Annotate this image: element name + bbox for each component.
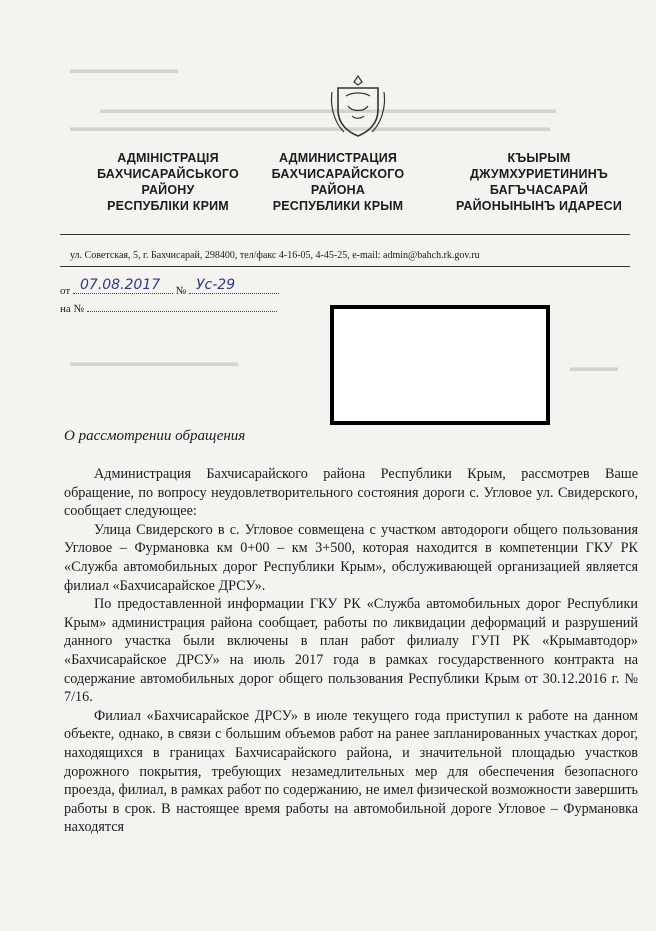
header-russian: АДМИНИСТРАЦИЯ БАХЧИСАРАЙСКОГО РАЙОНА РЕСПУБЛИКИ КРЫМ [271,151,405,213]
from-label: от [60,285,71,297]
body-paragraph: Улица Свидерского в с. Угловое совмещена с участком автодороги общего пользования Угловое – Фурмановка км 0+00 – км 3+500, которая находится в компетенции ГКУ РК «Служба автомобильных дорог Республики Крым», обслуживающей организацией является филиал «Бахчисарайское ДРСУ». [64,521,638,594]
coat-of-arms-emblem [328,72,388,142]
bleed-through: ▬▬▬▬▬▬▬▬▬▬▬▬▬▬ [70,355,238,369]
letter-subject: О рассмотрении обращения [64,428,246,444]
address-line: ул. Советская, 5, г. Бахчисарай, 298400, тел/факс 4-16-05, 4-45-25, e-mail: admin@bahch.rk.gov.ru [70,250,480,261]
bleed-through: ▬▬▬▬▬▬▬▬▬▬▬▬▬▬▬▬▬▬▬▬▬▬▬▬▬▬▬▬▬▬▬▬▬▬▬▬▬▬ [100,102,556,116]
number-label: № [175,285,187,297]
header-crimean-tatar: КЪЫРЫМ ДЖУМХУРИЕТИНИНЪ БАГЪЧАСАРАЙ РАЙОНЫНЫНЪ ИДАРЕСИ [455,151,623,213]
redacted-recipient-box [330,305,550,425]
body-paragraph: По предоставленной информации ГКУ РК «Служба автомобильных дорог Республики Крым» администрация района сообщает, работы по ликвидации деформаций и разрушений данного участка были включены в план работ филиалу ГУП РК «Крымавтодор» «Бахчисарайское ДРСУ» на июль 2017 года в рамках государственного контракта на содержание автомобильных дорог общего пользования Республики Крым от 30.12.2016 г. № 7/16. [64,596,638,706]
bleed-through: ▬▬▬▬▬▬▬▬▬ [70,62,178,76]
handwritten-date: 07.08.2017 [80,277,161,293]
body-paragraph: Администрация Бахчисарайского района Республики Крым, рассмотрев Ваше обращение, по вопросу неудовлетворительного состояния дороги с. Угловое ул. Свидерского, сообщает следующее: [64,466,638,520]
number-line [189,293,279,294]
handwritten-number: Ус-29 [196,277,236,293]
incoming-number-line [87,311,277,312]
date-line [73,293,173,294]
header-ukrainian: АДМІНІСТРАЦІЯ БАХЧИСАРАЙСЬКОГО РАЙОНУ РЕСПУБЛІКИ КРИМ [97,151,239,213]
body-paragraph: Филиал «Бахчисарайское ДРСУ» в июле текущего года приступил к работе на данном объекте, однако, в связи с большим объемов работ на ранее запланированных участках дорог, находящихся в границах Бахчисарайского района, и значительной площадью участков дорожного покрытия, требующих незамедлительных мер для обеспечения безопасного проезда, филиал, в рамках работ по содержанию, не имел физической возможности завершить работы в срок. В настоящее время работы на автомобильной дороге Угловое – Фурмановка находятся [64,707,638,836]
address-divider [60,266,630,267]
incoming-reference [60,303,277,315]
bleed-through: ▬▬▬▬▬▬▬▬▬▬▬▬▬▬▬▬▬▬▬▬▬▬▬▬▬▬▬▬▬▬▬▬▬▬▬▬▬▬▬▬ [70,120,550,134]
letter-body [64,465,638,837]
on-number-label: на № [60,303,85,315]
bleed-through: ▬▬▬▬ [570,360,618,374]
header-divider [60,234,630,235]
